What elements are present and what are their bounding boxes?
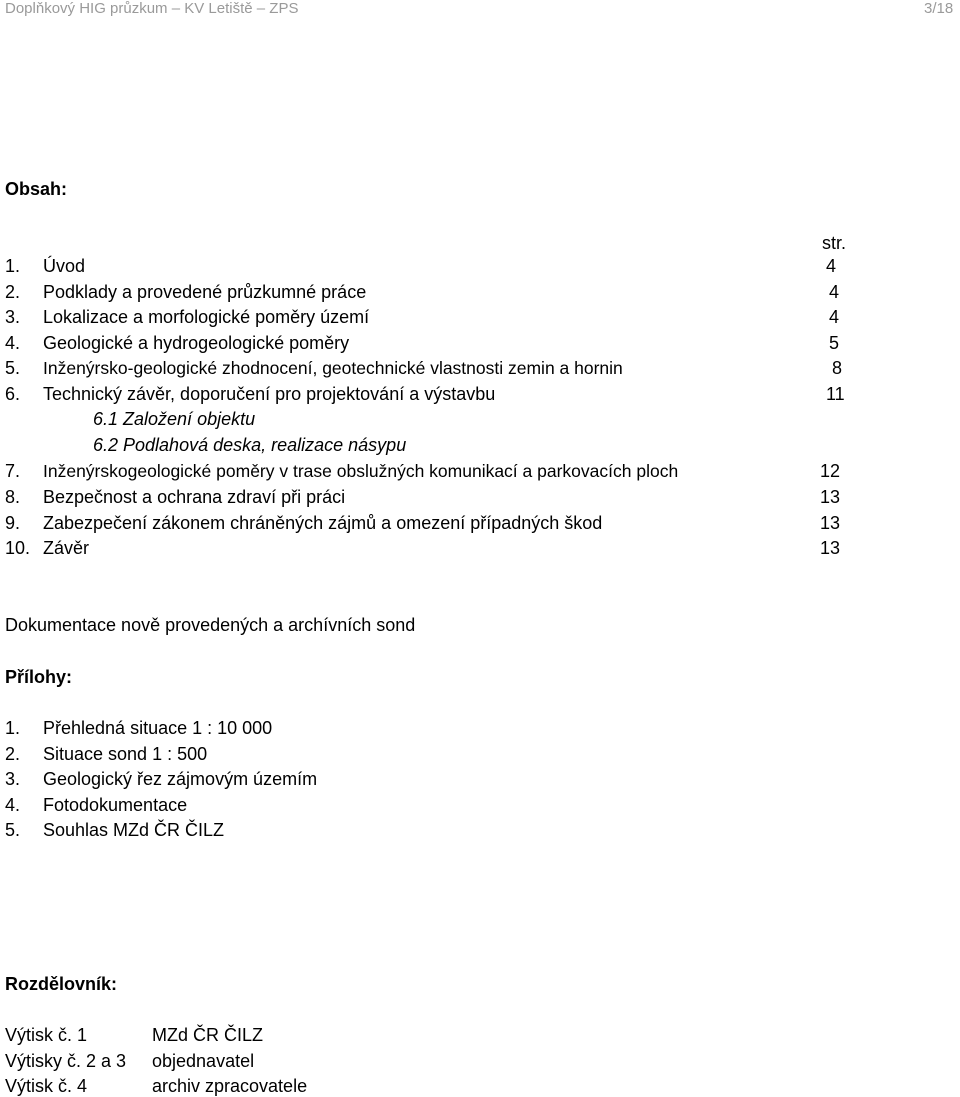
- toc-item-page: 4: [826, 256, 837, 276]
- distribution-copy: Výtisk č. 1: [5, 1025, 88, 1045]
- toc-item: [5, 332, 349, 354]
- distribution-copy: Výtisky č. 2 a 3: [5, 1051, 127, 1071]
- attachment-label: Souhlas MZd ČR ČILZ: [43, 820, 225, 840]
- toc-item-page: 4: [829, 307, 840, 327]
- toc-item: [5, 306, 369, 328]
- toc-item-page: 13: [820, 513, 841, 533]
- distribution-recipient: MZd ČR ČILZ: [152, 1025, 264, 1045]
- toc-item-number: 8.: [5, 487, 21, 507]
- attachment-label: Situace sond 1 : 500: [43, 744, 208, 764]
- attachment-number: 5.: [5, 820, 21, 840]
- attachment-number: 1.: [5, 718, 21, 738]
- toc-item-label: Technický závěr, doporučení pro projektování a výstavbu: [43, 384, 496, 404]
- toc-item-number: 3.: [5, 307, 21, 327]
- toc-item: [5, 460, 678, 482]
- page-number: 3/18: [924, 0, 954, 17]
- toc-item-page: 5: [829, 333, 840, 353]
- toc-item-number: 10.: [5, 538, 31, 558]
- toc-item: [5, 512, 602, 534]
- toc-item: [5, 357, 623, 379]
- attachment-label: Geologický řez zájmovým územím: [43, 769, 318, 789]
- distribution-recipient: archiv zpracovatele: [152, 1076, 308, 1096]
- attachment-number: 3.: [5, 769, 21, 789]
- distribution-heading: Rozdělovník:: [5, 974, 118, 994]
- toc-item-label: Závěr: [43, 538, 90, 558]
- header-title: Doplňkový HIG průzkum – KV Letiště – ZPS: [5, 0, 299, 17]
- toc-item-number: 1.: [5, 256, 21, 276]
- toc-item-label: Zabezpečení zákonem chráněných zájmů a omezení případných škod: [43, 513, 603, 533]
- toc-item-label: Úvod: [43, 256, 86, 276]
- page-column-label: str.: [822, 233, 847, 253]
- attachment-item: [5, 717, 272, 739]
- contents-heading: Obsah:: [5, 179, 68, 199]
- attachment-item: [5, 819, 224, 841]
- toc-item-number: 2.: [5, 282, 21, 302]
- toc-item-number: 4.: [5, 333, 21, 353]
- toc-item: [5, 383, 495, 405]
- toc-item-label: Lokalizace a morfologické poměry území: [43, 307, 370, 327]
- toc-item-label: Inženýrsko-geologické zhodnocení, geotechnické vlastnosti zemin a hornin: [43, 358, 623, 378]
- toc-item: [5, 486, 345, 508]
- attachments-heading: Přílohy:: [5, 667, 73, 687]
- toc-item: [5, 537, 89, 559]
- attachment-label: Přehledná situace 1 : 10 000: [43, 718, 273, 738]
- toc-item-page: 13: [820, 487, 841, 507]
- toc-subitem: 6.2 Podlahová deska, realizace násypu: [93, 435, 407, 455]
- attachment-item: [5, 768, 317, 790]
- toc-subitem: 6.1 Založení objektu: [93, 409, 256, 429]
- toc-item: [5, 255, 85, 277]
- distribution-recipient: objednavatel: [152, 1051, 255, 1071]
- toc-item-number: 9.: [5, 513, 21, 533]
- toc-item-page: 8: [832, 358, 843, 378]
- toc-item: [5, 281, 366, 303]
- toc-item-page: 4: [829, 282, 840, 302]
- toc-item-label: Geologické a hydrogeologické poměry: [43, 333, 350, 353]
- toc-item-number: 6.: [5, 384, 21, 404]
- attachment-label: Fotodokumentace: [43, 795, 188, 815]
- toc-item-label: Podklady a provedené průzkumné práce: [43, 282, 367, 302]
- attachment-item: [5, 743, 207, 765]
- attachment-item: [5, 794, 187, 816]
- documentation-line: Dokumentace nově provedených a archívních sond: [5, 615, 416, 635]
- toc-item-page: 12: [820, 461, 841, 481]
- toc-item-page: 11: [826, 384, 845, 404]
- toc-item-label: Bezpečnost a ochrana zdraví při práci: [43, 487, 346, 507]
- toc-item-number: 7.: [5, 461, 21, 481]
- toc-item-label: Inženýrskogeologické poměry v trase obslužných komunikací a parkovacích ploch: [43, 461, 679, 481]
- toc-item-number: 5.: [5, 358, 21, 378]
- distribution-copy: Výtisk č. 4: [5, 1076, 88, 1096]
- toc-item-page: 13: [820, 538, 841, 558]
- attachment-number: 4.: [5, 795, 21, 815]
- attachment-number: 2.: [5, 744, 21, 764]
